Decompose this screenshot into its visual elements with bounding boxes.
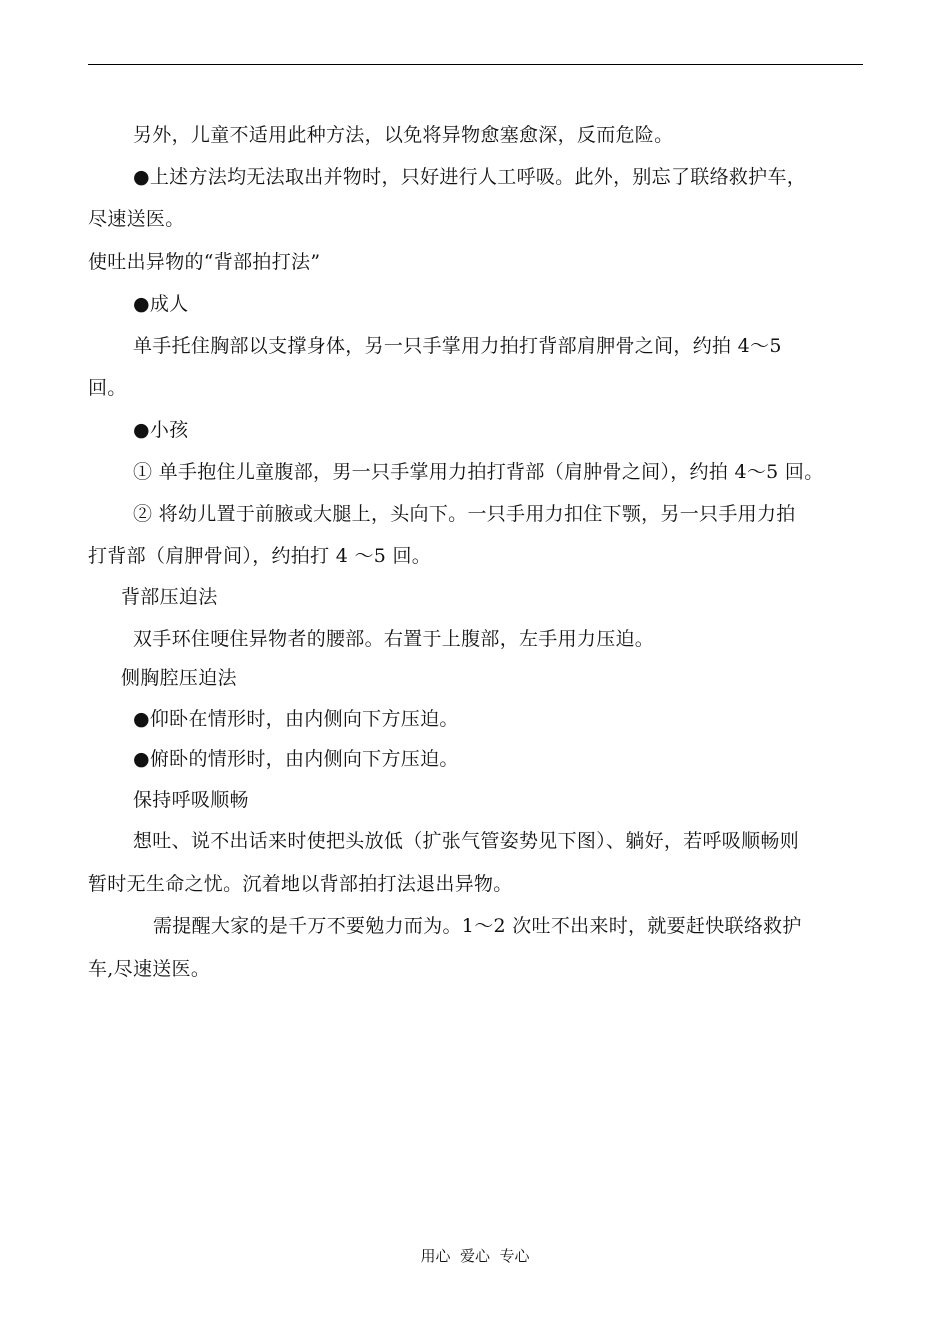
- header-rule: [88, 64, 863, 65]
- subsection-heading: ●成人: [133, 293, 189, 315]
- paragraph-line: 打背部（肩胛骨间），约拍打 4 ～5 回。: [88, 545, 432, 567]
- paragraph-line: 需提醒大家的是千万不要勉力而为。1～2 次吐不出来时，就要赶快联络救护: [153, 915, 802, 937]
- paragraph-line: 想吐、说不出话来时使把头放低（扩张气管姿势见下图）、躺好，若呼吸顺畅则: [133, 830, 800, 852]
- paragraph-line: 车,尽速送医。: [88, 958, 211, 980]
- section-heading: 侧胸腔压迫法: [121, 667, 237, 689]
- list-item: ●俯卧的情形时，由内侧向下方压迫。: [133, 748, 459, 770]
- list-item: ●仰卧在情形时，由内侧向下方压迫。: [133, 708, 459, 730]
- paragraph-line: ●上述方法均无法取出并物时，只好进行人工呼吸。此外，别忘了联络救护车，: [133, 166, 807, 188]
- section-heading: 使吐出异物的“背部拍打法”: [88, 251, 321, 273]
- paragraph-line: 回。: [88, 377, 127, 399]
- section-heading: 保持呼吸顺畅: [133, 789, 249, 811]
- subsection-heading: ●小孩: [133, 419, 189, 441]
- paragraph-line: 暂时无生命之忧。沉着地以背部拍打法退出异物。: [88, 873, 513, 895]
- section-heading: 背部压迫法: [121, 586, 218, 608]
- paragraph-line: ② 将幼儿置于前腋或大腿上，头向下。一只手用力扣住下颚，另一只手用力拍: [133, 503, 796, 525]
- page-footer: 用心 爱心 专心: [420, 1247, 530, 1265]
- paragraph-line: ① 单手抱住儿童腹部，男一只手掌用力拍打背部（肩肿骨之间），约拍 4～5 回。: [133, 461, 824, 483]
- paragraph-line: 单手托住胸部以支撑身体，另一只手掌用力拍打背部肩胛骨之间，约拍 4～5: [133, 335, 782, 357]
- paragraph-line: 另外，儿童不适用此种方法，以免将异物愈塞愈深，反而危险。: [133, 124, 674, 146]
- paragraph-line: 双手环住哽住异物者的腰部。右置于上腹部，左手用力压迫。: [133, 628, 655, 650]
- paragraph-line: 尽速送医。: [88, 208, 185, 230]
